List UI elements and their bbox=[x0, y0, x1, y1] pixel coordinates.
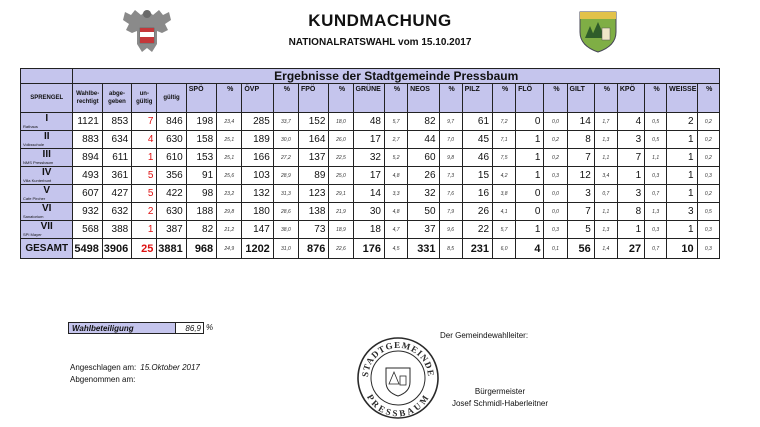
sprengel-number: II bbox=[43, 131, 50, 142]
cell-votes: 1 bbox=[516, 221, 544, 239]
cell-percent: 25,0 bbox=[329, 167, 353, 185]
cell-wahlberechtigt: 568 bbox=[73, 221, 102, 239]
cell-percent: 4,7 bbox=[385, 221, 408, 239]
cell-percent: 7,9 bbox=[439, 203, 462, 221]
official-label: Der Gemeindewahlleiter: bbox=[440, 331, 529, 340]
cell-votes: 231 bbox=[462, 239, 492, 259]
cell-votes: 14 bbox=[353, 185, 384, 203]
sprengel-cell bbox=[21, 185, 73, 203]
cell-percent: 1,1 bbox=[594, 149, 617, 167]
sprengel-number: I bbox=[45, 113, 49, 124]
cell-percent: 0,3 bbox=[645, 221, 667, 239]
cell-percent: 9,6 bbox=[439, 221, 462, 239]
cell-percent: 1,4 bbox=[594, 239, 617, 259]
table-row bbox=[21, 221, 720, 239]
table-banner-row bbox=[21, 69, 720, 84]
cell-votes: 0 bbox=[516, 203, 544, 221]
col-header-pct: % bbox=[385, 84, 408, 113]
cell-wahlberechtigt: 1121 bbox=[73, 113, 102, 131]
col-header-party: ÖVP bbox=[242, 84, 273, 113]
cell-percent: 27,2 bbox=[273, 149, 298, 167]
cell-votes: 46 bbox=[462, 149, 492, 167]
sprengel-cell bbox=[21, 113, 73, 131]
cell-gueltig: 422 bbox=[157, 185, 186, 203]
removed-label: Abgenommen am: bbox=[70, 375, 136, 384]
cell-votes: 3 bbox=[667, 203, 697, 221]
cell-percent: 0,3 bbox=[697, 221, 719, 239]
sprengel-cell bbox=[21, 203, 73, 221]
col-header-pct: % bbox=[273, 84, 298, 113]
cell-percent: 0,2 bbox=[697, 185, 719, 203]
col-header-pct: % bbox=[329, 84, 353, 113]
col-header-party: PILZ bbox=[462, 84, 492, 113]
col-header-party: NEOS bbox=[408, 84, 439, 113]
mayor-name: Josef Schmidl-Haberleitner bbox=[451, 399, 549, 408]
mayor-signature-block bbox=[440, 386, 560, 410]
cell-percent: 21,9 bbox=[329, 203, 353, 221]
cell-votes: 37 bbox=[408, 221, 439, 239]
cell-gueltig: 3881 bbox=[157, 239, 186, 259]
cell-percent: 1,1 bbox=[594, 203, 617, 221]
turnout-unit: % bbox=[206, 323, 214, 332]
cell-percent: 7,0 bbox=[439, 131, 462, 149]
turnout-value: 86,9 bbox=[176, 322, 204, 334]
cell-percent: 22,6 bbox=[329, 239, 353, 259]
cell-votes: 1 bbox=[667, 167, 697, 185]
table-row bbox=[21, 185, 720, 203]
cell-votes: 189 bbox=[242, 131, 273, 149]
sprengel-number: V bbox=[43, 185, 51, 196]
cell-votes: 22 bbox=[462, 221, 492, 239]
cell-percent: 0,2 bbox=[697, 113, 719, 131]
cell-ungueltig: 5 bbox=[132, 167, 157, 185]
col-header-pct: % bbox=[493, 84, 516, 113]
cell-abgegeben: 611 bbox=[102, 149, 131, 167]
cell-votes: 32 bbox=[408, 185, 439, 203]
cell-gueltig: 846 bbox=[157, 113, 186, 131]
cell-votes: 15 bbox=[462, 167, 492, 185]
cell-votes: 164 bbox=[298, 131, 328, 149]
cell-votes: 0 bbox=[516, 113, 544, 131]
col-header-pct: % bbox=[439, 84, 462, 113]
cell-votes: 285 bbox=[242, 113, 273, 131]
sprengel-cell bbox=[21, 167, 73, 185]
cell-wahlberechtigt: 894 bbox=[73, 149, 102, 167]
cell-ungueltig: 7 bbox=[132, 113, 157, 131]
cell-votes: 1202 bbox=[242, 239, 273, 259]
cell-percent: 28,9 bbox=[273, 167, 298, 185]
cell-percent: 0,5 bbox=[697, 203, 719, 221]
cell-votes: 16 bbox=[462, 185, 492, 203]
cell-votes: 18 bbox=[353, 221, 384, 239]
sprengel-location: Villa Kunterbunt bbox=[23, 178, 52, 183]
cell-ungueltig: 2 bbox=[132, 203, 157, 221]
table-row bbox=[21, 131, 720, 149]
cell-percent: 8,5 bbox=[439, 239, 462, 259]
sprengel-number: III bbox=[42, 149, 51, 160]
cell-percent: 0,7 bbox=[645, 239, 667, 259]
results-table bbox=[20, 68, 720, 259]
cell-percent: 7,6 bbox=[439, 185, 462, 203]
cell-percent: 30,0 bbox=[273, 131, 298, 149]
cell-gueltig: 630 bbox=[157, 203, 186, 221]
col-header-ungueltig: un-gültig bbox=[132, 84, 157, 113]
cell-percent: 0,2 bbox=[544, 149, 567, 167]
posted-date: 15.Oktober 2017 bbox=[140, 363, 200, 372]
cell-percent: 0,3 bbox=[544, 167, 567, 185]
cell-percent: 29,1 bbox=[329, 185, 353, 203]
cell-percent: 23,2 bbox=[217, 185, 242, 203]
sprengel-location: NMS Pressbaum bbox=[23, 160, 54, 165]
cell-abgegeben: 427 bbox=[102, 185, 131, 203]
cell-votes: 48 bbox=[353, 113, 384, 131]
cell-votes: 1 bbox=[516, 149, 544, 167]
cell-percent: 7,5 bbox=[493, 149, 516, 167]
cell-percent: 1,3 bbox=[594, 131, 617, 149]
cell-percent: 25,1 bbox=[217, 131, 242, 149]
cell-votes: 331 bbox=[408, 239, 439, 259]
cell-votes: 8 bbox=[567, 131, 594, 149]
col-header-wahlberechtigt: Wahlbe-rechtigt bbox=[73, 84, 102, 113]
page-title: KUNDMACHUNG bbox=[308, 11, 452, 30]
mayor-title: Bürgermeister bbox=[474, 387, 526, 396]
sprengel-cell bbox=[21, 131, 73, 149]
sprengel-location: Cafe Pircher bbox=[23, 196, 46, 201]
cell-votes: 1 bbox=[617, 167, 644, 185]
cell-percent: 4,8 bbox=[385, 203, 408, 221]
cell-votes: 89 bbox=[298, 167, 328, 185]
cell-percent: 0,3 bbox=[645, 167, 667, 185]
cell-percent: 29,8 bbox=[217, 203, 242, 221]
sprengel-number: VI bbox=[42, 203, 52, 214]
cell-abgegeben: 361 bbox=[102, 167, 131, 185]
cell-votes: 12 bbox=[567, 167, 594, 185]
cell-votes: 103 bbox=[242, 167, 273, 185]
cell-votes: 158 bbox=[186, 131, 216, 149]
cell-percent: 7,2 bbox=[493, 113, 516, 131]
col-header-pct: % bbox=[594, 84, 617, 113]
cell-percent: 25,6 bbox=[217, 167, 242, 185]
sprengel-location: Sanatorium bbox=[23, 214, 44, 219]
cell-abgegeben: 632 bbox=[102, 203, 131, 221]
col-header-party: FLÖ bbox=[516, 84, 544, 113]
cell-ungueltig: 1 bbox=[132, 149, 157, 167]
table-row bbox=[21, 203, 720, 221]
cell-votes: 1 bbox=[617, 221, 644, 239]
cell-votes: 198 bbox=[186, 113, 216, 131]
sprengel-location: Volksschule bbox=[23, 142, 45, 147]
cell-percent: 24,9 bbox=[217, 239, 242, 259]
municipal-seal-icon bbox=[356, 336, 440, 420]
cell-votes: 30 bbox=[353, 203, 384, 221]
cell-votes: 82 bbox=[408, 113, 439, 131]
cell-votes: 26 bbox=[462, 203, 492, 221]
cell-votes: 876 bbox=[298, 239, 328, 259]
col-header-sprengel: SPRENGEL bbox=[21, 84, 73, 113]
cell-percent: 1,3 bbox=[645, 203, 667, 221]
col-header-pct: % bbox=[217, 84, 242, 113]
col-header-party: GILT bbox=[567, 84, 594, 113]
cell-votes: 180 bbox=[242, 203, 273, 221]
cell-percent: 1,3 bbox=[594, 221, 617, 239]
cell-votes: 10 bbox=[667, 239, 697, 259]
table-row bbox=[21, 167, 720, 185]
cell-votes: 1 bbox=[667, 131, 697, 149]
cell-votes: 26 bbox=[408, 167, 439, 185]
cell-votes: 147 bbox=[242, 221, 273, 239]
cell-votes: 5 bbox=[567, 221, 594, 239]
sprengel-location: Rathaus bbox=[23, 124, 38, 129]
cell-gueltig: 610 bbox=[157, 149, 186, 167]
cell-percent: 4,8 bbox=[385, 167, 408, 185]
cell-votes: 153 bbox=[186, 149, 216, 167]
cell-percent: 0,2 bbox=[697, 149, 719, 167]
cell-percent: 3,4 bbox=[594, 167, 617, 185]
cell-votes: 32 bbox=[353, 149, 384, 167]
col-header-pct: % bbox=[697, 84, 719, 113]
cell-votes: 1 bbox=[667, 185, 697, 203]
cell-percent: 18,9 bbox=[329, 221, 353, 239]
table-total-row bbox=[21, 239, 720, 259]
cell-votes: 82 bbox=[186, 221, 216, 239]
cell-percent: 33,7 bbox=[273, 113, 298, 131]
cell-ungueltig: 1 bbox=[132, 221, 157, 239]
cell-percent: 0,5 bbox=[645, 131, 667, 149]
cell-votes: 968 bbox=[186, 239, 216, 259]
cell-abgegeben: 853 bbox=[102, 113, 131, 131]
cell-votes: 60 bbox=[408, 149, 439, 167]
cell-percent: 0,0 bbox=[544, 185, 567, 203]
cell-wahlberechtigt: 493 bbox=[73, 167, 102, 185]
cell-percent: 7,3 bbox=[439, 167, 462, 185]
cell-percent: 25,1 bbox=[217, 149, 242, 167]
cell-votes: 3 bbox=[617, 131, 644, 149]
col-header-gueltig: gültig bbox=[157, 84, 186, 113]
seal-text-top: STADTGEMEINDE bbox=[359, 339, 437, 378]
turnout-box bbox=[68, 322, 214, 334]
cell-votes: 3 bbox=[567, 185, 594, 203]
cell-percent: 0,2 bbox=[697, 131, 719, 149]
cell-votes: 7 bbox=[567, 203, 594, 221]
col-header-pct: % bbox=[544, 84, 567, 113]
cell-votes: 14 bbox=[567, 113, 594, 131]
cell-percent: 3,8 bbox=[493, 185, 516, 203]
sprengel-cell bbox=[21, 221, 73, 239]
cell-votes: 123 bbox=[298, 185, 328, 203]
cell-votes: 0 bbox=[516, 185, 544, 203]
cell-abgegeben: 634 bbox=[102, 131, 131, 149]
header bbox=[0, 0, 760, 66]
cell-votes: 132 bbox=[242, 185, 273, 203]
table-row bbox=[21, 113, 720, 131]
cell-percent: 0,0 bbox=[544, 113, 567, 131]
cell-votes: 137 bbox=[298, 149, 328, 167]
cell-percent: 28,6 bbox=[273, 203, 298, 221]
cell-percent: 4,5 bbox=[385, 239, 408, 259]
cell-votes: 166 bbox=[242, 149, 273, 167]
cell-votes: 50 bbox=[408, 203, 439, 221]
sprengel-number: VII bbox=[40, 221, 53, 232]
cell-percent: 4,1 bbox=[493, 203, 516, 221]
cell-votes: 138 bbox=[298, 203, 328, 221]
cell-abgegeben: 388 bbox=[102, 221, 131, 239]
cell-percent: 26,0 bbox=[329, 131, 353, 149]
cell-percent: 9,7 bbox=[439, 113, 462, 131]
cell-percent: 1,1 bbox=[645, 149, 667, 167]
cell-votes: 61 bbox=[462, 113, 492, 131]
cell-votes: 152 bbox=[298, 113, 328, 131]
cell-percent: 0,0 bbox=[544, 203, 567, 221]
cell-votes: 44 bbox=[408, 131, 439, 149]
cell-votes: 188 bbox=[186, 203, 216, 221]
col-header-pct: % bbox=[645, 84, 667, 113]
turnout-label: Wahlbeteiligung bbox=[68, 322, 176, 334]
cell-percent: 0,3 bbox=[697, 167, 719, 185]
cell-percent: 5,2 bbox=[385, 149, 408, 167]
posted-label: Angeschlagen am: bbox=[70, 363, 137, 372]
col-header-party: FPÖ bbox=[298, 84, 328, 113]
col-header-abgegeben: abge-geben bbox=[102, 84, 131, 113]
cell-percent: 18,0 bbox=[329, 113, 353, 131]
cell-gueltig: 356 bbox=[157, 167, 186, 185]
cell-percent: 0,3 bbox=[544, 221, 567, 239]
cell-percent: 0,3 bbox=[697, 239, 719, 259]
cell-votes: 73 bbox=[298, 221, 328, 239]
cell-percent: 9,8 bbox=[439, 149, 462, 167]
cell-wahlberechtigt: 607 bbox=[73, 185, 102, 203]
cell-percent: 6,0 bbox=[493, 239, 516, 259]
cell-votes: 1 bbox=[667, 221, 697, 239]
cell-percent: 22,5 bbox=[329, 149, 353, 167]
cell-votes: 27 bbox=[617, 239, 644, 259]
cell-percent: 31,0 bbox=[273, 239, 298, 259]
cell-votes: 4 bbox=[617, 113, 644, 131]
cell-votes: 17 bbox=[353, 131, 384, 149]
sprengel-cell: GESAMT bbox=[21, 239, 73, 259]
cell-percent: 0,7 bbox=[594, 185, 617, 203]
sprengel-location: SPI Mayer bbox=[23, 232, 42, 237]
cell-percent: 21,2 bbox=[217, 221, 242, 239]
cell-abgegeben: 3906 bbox=[102, 239, 131, 259]
cell-percent: 5,7 bbox=[493, 221, 516, 239]
cell-votes: 1 bbox=[516, 131, 544, 149]
cell-percent: 3,3 bbox=[385, 185, 408, 203]
cell-votes: 176 bbox=[353, 239, 384, 259]
cell-percent: 7,1 bbox=[493, 131, 516, 149]
cell-votes: 4 bbox=[516, 239, 544, 259]
cell-percent: 0,2 bbox=[544, 131, 567, 149]
sprengel-cell bbox=[21, 149, 73, 167]
cell-percent: 0,7 bbox=[645, 185, 667, 203]
cell-votes: 1 bbox=[667, 149, 697, 167]
cell-wahlberechtigt: 5498 bbox=[73, 239, 102, 259]
cell-ungueltig: 4 bbox=[132, 131, 157, 149]
table-row bbox=[21, 149, 720, 167]
col-header-party: GRÜNE bbox=[353, 84, 384, 113]
cell-ungueltig: 25 bbox=[132, 239, 157, 259]
cell-votes: 91 bbox=[186, 167, 216, 185]
col-header-party: KPÖ bbox=[617, 84, 644, 113]
cell-votes: 56 bbox=[567, 239, 594, 259]
seal-text-bottom: PRESSBAUM bbox=[364, 392, 431, 419]
cell-votes: 8 bbox=[617, 203, 644, 221]
cell-percent: 0,5 bbox=[645, 113, 667, 131]
table-banner: Ergebnisse der Stadtgemeinde Pressbaum bbox=[73, 69, 720, 84]
cell-percent: 38,0 bbox=[273, 221, 298, 239]
cell-votes: 3 bbox=[617, 185, 644, 203]
cell-votes: 7 bbox=[567, 149, 594, 167]
cell-votes: 7 bbox=[617, 149, 644, 167]
cell-votes: 98 bbox=[186, 185, 216, 203]
sprengel-number: IV bbox=[42, 167, 52, 178]
cell-wahlberechtigt: 932 bbox=[73, 203, 102, 221]
cell-votes: 1 bbox=[516, 167, 544, 185]
cell-ungueltig: 5 bbox=[132, 185, 157, 203]
cell-percent: 4,2 bbox=[493, 167, 516, 185]
col-header-party: SPÖ bbox=[186, 84, 216, 113]
cell-percent: 23,4 bbox=[217, 113, 242, 131]
cell-gueltig: 630 bbox=[157, 131, 186, 149]
cell-gueltig: 387 bbox=[157, 221, 186, 239]
cell-percent: 31,3 bbox=[273, 185, 298, 203]
cell-percent: 2,7 bbox=[385, 131, 408, 149]
coat-of-arms-icon bbox=[578, 8, 618, 54]
cell-wahlberechtigt: 883 bbox=[73, 131, 102, 149]
cell-votes: 45 bbox=[462, 131, 492, 149]
cell-percent: 1,7 bbox=[594, 113, 617, 131]
page-subtitle: NATIONALRATSWAHL vom 15.10.2017 bbox=[288, 37, 472, 48]
cell-votes: 2 bbox=[667, 113, 697, 131]
cell-percent: 0,1 bbox=[544, 239, 567, 259]
cell-percent: 5,7 bbox=[385, 113, 408, 131]
cell-votes: 17 bbox=[353, 167, 384, 185]
col-header-party: WEISSE bbox=[667, 84, 697, 113]
table-header-row bbox=[21, 84, 720, 113]
posting-info bbox=[70, 362, 200, 386]
